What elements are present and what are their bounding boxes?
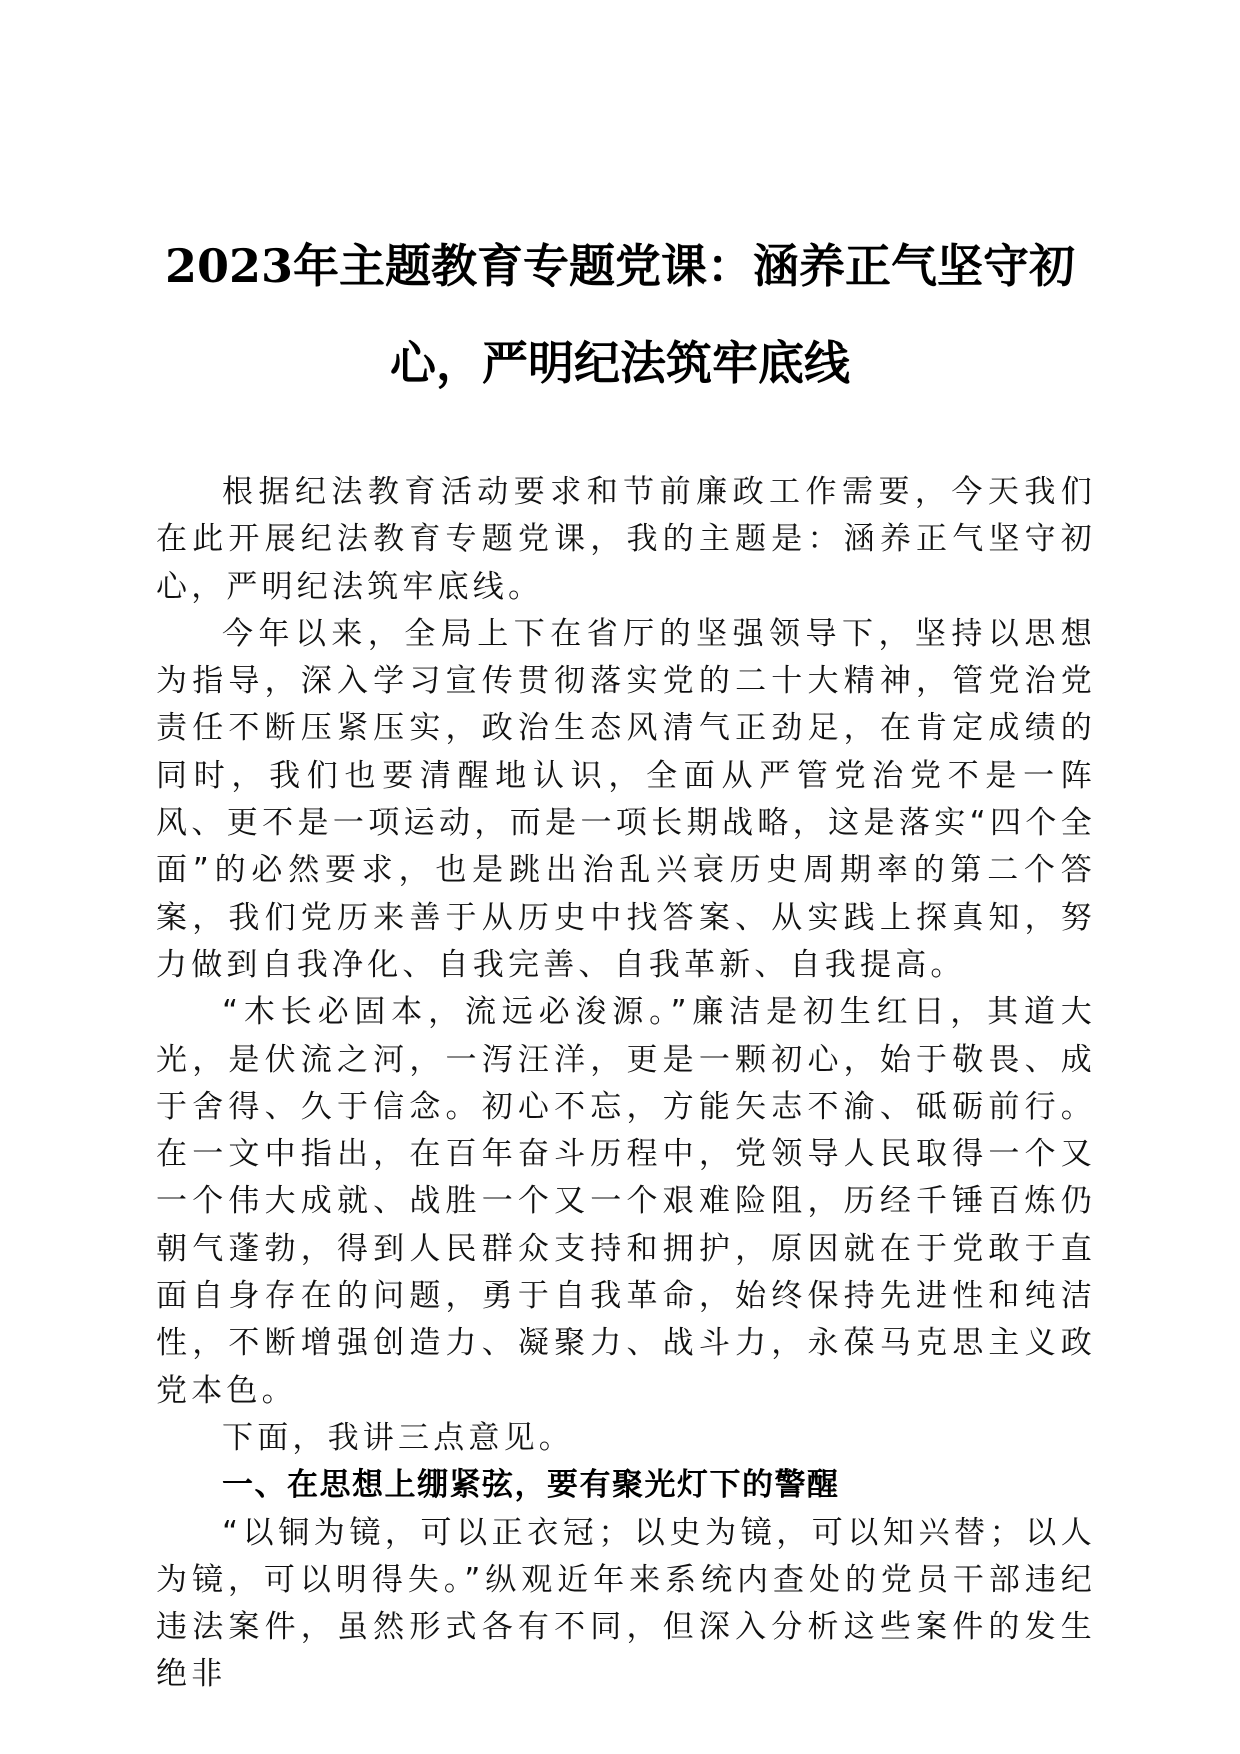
title-line-1: 2023年主题教育专题党课：涵养正气坚守初 [164, 239, 1076, 293]
paragraph-intro: 根据纪法教育活动要求和节前廉政工作需要，今天我们在此开展纪法教育专题党课，我的主题是：涵养正气坚守初心，严明纪法筑牢底线。 [156, 474, 1096, 605]
paragraph-section-1: “以铜为镜，可以正衣冠；以史为镜，可以知兴替；以人为镜，可以明得失。”纵观近年来系统内查处的党员干部违纪违法案件，虽然形式各有不同，但深入分析这些案件的发生绝非 [156, 1514, 1096, 1693]
section-heading-1: 一、在思想上绷紧弦，要有聚光灯下的警醒 [222, 1467, 840, 1504]
paragraph-integrity: “木长必固本，流远必浚源。”廉洁是初生红日，其道大光，是伏流之河，一泻汪洋，更是一颗初心，始于敬畏、成于舍得、久于信念。初心不忘，方能矢志不渝、砥砺前行。在一文中指出，在百年奋斗历程中，党领导人民取得一个又一个伟大成就、战胜一个又一个艰难险阻，历经千锤百炼仍朝气蓬勃，得到人民群众支持和拥护，原因就在于党敢于直面自身存在的问题，勇于自我革命，始终保持先进性和纯洁性，不断增强创造力、凝聚力、战斗力，永葆马克思主义政党本色。 [156, 994, 1096, 1409]
paragraph-background: 今年以来，全局上下在省厅的坚强领导下，坚持以思想为指导，深入学习宣传贯彻落实党的二十大精神，管党治党责任不断压紧压实，政治生态风清气正劲足，在肯定成绩的同时，我们也要清醒地认识，全面从严管党治党不是一阵风、更不是一项运动，而是一项长期战略，这是落实“四个全面”的必然要求，也是跳出治乱兴衰历史周期率的第二个答案，我们党历来善于从历史中找答案、从实践上探真知，努力做到自我净化、自我完善、自我革新、自我提高。 [156, 615, 1096, 983]
title-line-2: 心，严明纪法筑牢底线 [390, 336, 850, 390]
paragraph-transition: 下面，我讲三点意见。 [222, 1419, 574, 1456]
document-body [156, 469, 1096, 1699]
document-title [120, 218, 1120, 412]
